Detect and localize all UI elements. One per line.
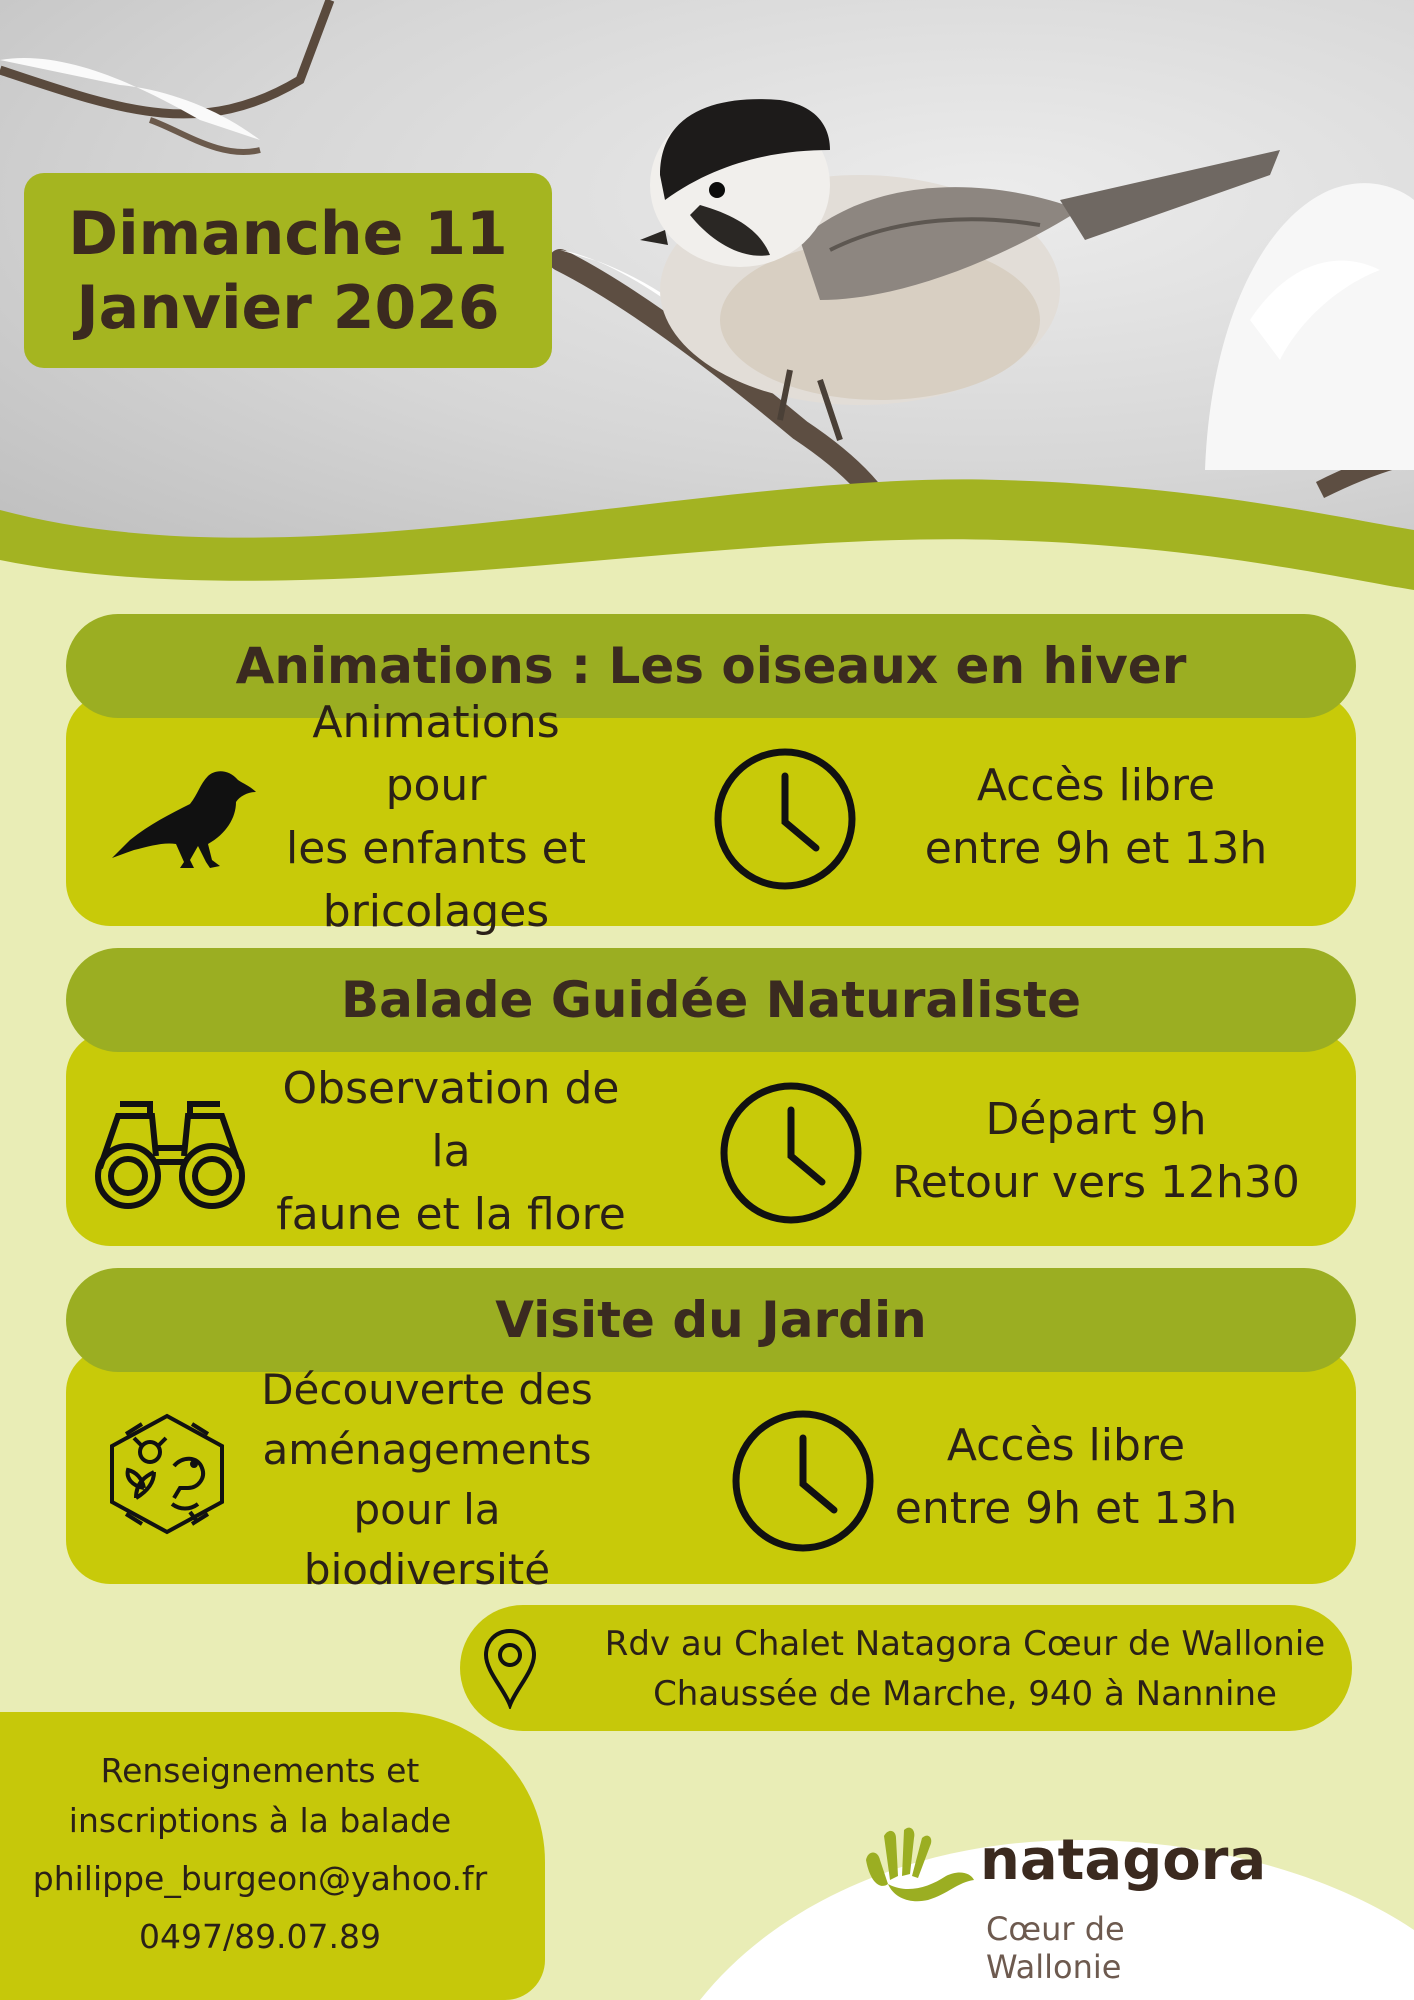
section-title: Visite du Jardin: [66, 1268, 1356, 1372]
address-line-1: Rdv au Chalet Natagora Cœur de Wallonie: [604, 1624, 1326, 1664]
section-animations: [66, 614, 1356, 937]
binoculars-icon: [90, 1098, 250, 1210]
contact-phone[interactable]: 0497/89.07.89: [138, 1917, 382, 1956]
schedule-text: [896, 752, 1296, 882]
meeting-address: [570, 1619, 1360, 1719]
schedule-line: entre 9h et 13h: [894, 1483, 1238, 1534]
date-line-1: Dimanche 11: [68, 198, 508, 269]
info-line-2: inscriptions à la balade: [68, 1801, 452, 1840]
info-line-1: Renseignements et: [100, 1751, 420, 1790]
hand-logo-icon: [858, 1824, 976, 1904]
section-title: Animations : Les oiseaux en hiver: [66, 614, 1356, 718]
schedule-line: entre 9h et 13h: [924, 823, 1268, 874]
location-pin-icon: [482, 1627, 538, 1709]
section-jardin: [66, 1268, 1356, 1594]
activity-text: [242, 1365, 612, 1594]
natagora-logo: [858, 1810, 1414, 2000]
activity-text: [266, 1062, 636, 1240]
contact-info: [0, 1712, 545, 2000]
clock-icon: [718, 1080, 864, 1226]
activity-line: Découverte des: [261, 1365, 593, 1414]
activity-line: les enfants et: [286, 823, 586, 874]
section-balade: [66, 948, 1356, 1246]
date-line-2: Janvier 2026: [76, 272, 500, 343]
activity-line: faune et la flore: [276, 1188, 626, 1240]
activity-line: Animations pour: [312, 697, 560, 811]
contact-email[interactable]: philippe_burgeon@yahoo.fr: [32, 1859, 488, 1898]
schedule-text: [866, 1412, 1266, 1542]
schedule-line: Accès libre: [976, 760, 1216, 811]
bird-icon: [110, 762, 260, 882]
logo-sub-line-2: Wallonie: [986, 1948, 1122, 1986]
address-line-2: Chaussée de Marche, 940 à Nannine: [653, 1674, 1277, 1714]
clock-icon: [712, 746, 858, 892]
activity-line: aménagements: [262, 1425, 592, 1474]
event-date: [24, 173, 552, 368]
activity-line: bricolages: [322, 886, 550, 937]
meeting-point: [460, 1605, 1352, 1731]
logo-wordmark: natagora: [980, 1828, 1267, 1893]
schedule-line: Retour vers 12h30: [892, 1157, 1300, 1208]
biodiversity-icon: [102, 1412, 232, 1536]
activity-text: [266, 697, 606, 937]
logo-sub-line-1: Cœur de: [986, 1910, 1125, 1948]
logo-subtitle: [986, 1910, 1125, 1986]
schedule-line: Accès libre: [946, 1420, 1186, 1471]
section-title: Balade Guidée Naturaliste: [66, 948, 1356, 1052]
activity-line: pour la biodiversité: [303, 1485, 551, 1594]
activity-line: Observation de la: [282, 1062, 620, 1177]
schedule-text: [886, 1086, 1306, 1216]
clock-icon: [730, 1408, 876, 1554]
schedule-line: Départ 9h: [985, 1094, 1207, 1145]
